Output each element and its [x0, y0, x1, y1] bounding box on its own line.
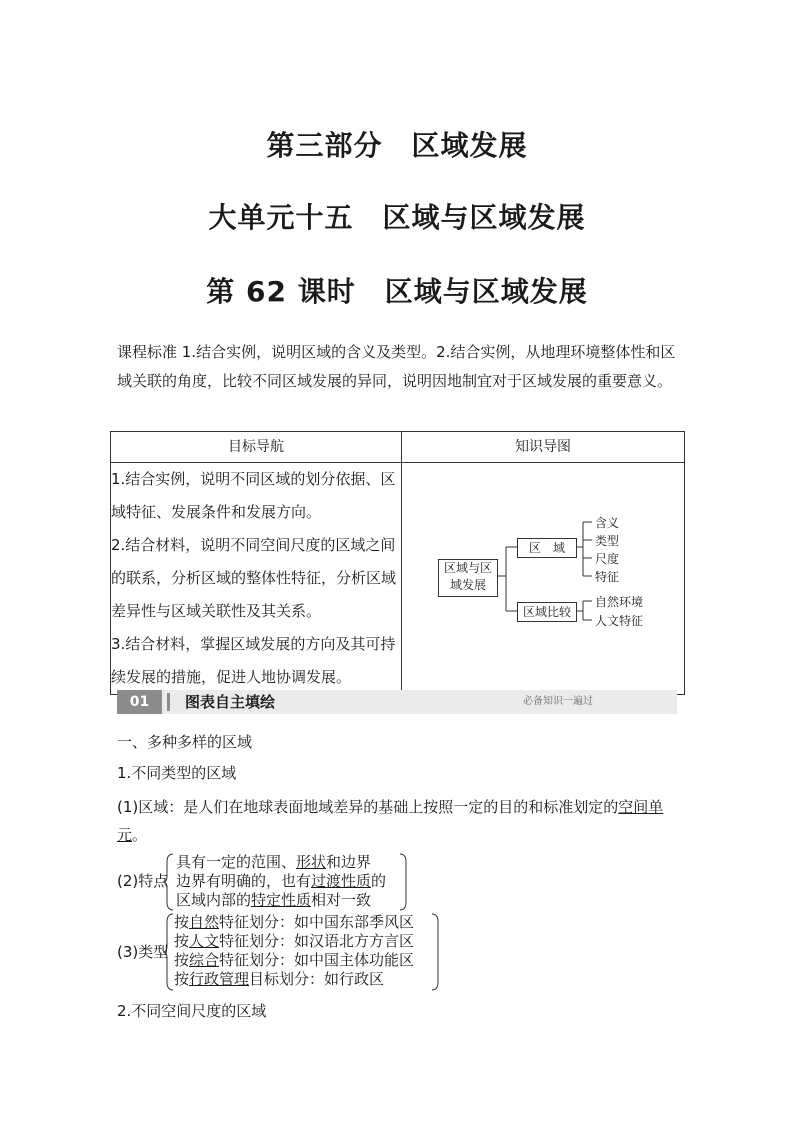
features-brace-right: [398, 852, 410, 912]
features-label: (2)特点: [117, 872, 169, 890]
mindmap-leaf: 类型: [595, 534, 620, 548]
feature-item: 具有一定的范围、形状和边界: [176, 853, 372, 871]
feature-item: 边界有明确的，也有过渡性质的: [176, 872, 387, 890]
unit-title: 大单元十五 区域与区域发展: [208, 201, 586, 234]
curriculum-standard: 课程标准 1.结合实例，说明区域的含义及类型。2.结合实例，从地理环境整体性和区域关联的角度，比较不同区域发展的异同，说明因地制宜对于区域发展的重要意义。: [117, 343, 676, 390]
definition-answer: 单元: [117, 798, 664, 844]
type-item: 按人文特征划分：如汉语北方方言区: [174, 932, 415, 950]
type-item: 按自然特征划分：如中国东部季风区: [174, 913, 415, 931]
type-item: 按行政管理目标划分：如行政区: [174, 970, 385, 988]
mindmap-leaf: 含义: [595, 516, 620, 530]
features-brace: [163, 852, 175, 912]
mindmap-leaf: 自然环境: [595, 595, 644, 609]
goal-item: 1.结合实例，说明不同区域的划分依据、区域特征、发展条件和发展方向。: [111, 470, 396, 521]
goals-cell: [111, 463, 402, 695]
map-header: 知识导图: [402, 432, 685, 463]
definition-text: (1)区域：是人们在地球表面地域差异的基础上按照一定的目的和标准划定的: [117, 798, 619, 816]
definition-end: 。: [132, 826, 148, 844]
mindmap-branch-region: 区 域: [517, 538, 577, 558]
types-label: (3)类型: [117, 943, 169, 961]
goal-item: 2.结合材料，说明不同空间尺度的区域之间的联系，分析区域的整体性特征，分析区域差异性与区域关联性及其关系。: [111, 536, 397, 620]
mindmap-leaf: 特征: [595, 570, 620, 584]
feature-item: 区域内部的特定性质相对一致: [176, 891, 372, 909]
goal-item: 3.结合材料，掌握区域发展的方向及其可持续发展的措施，促进人地协调发展。: [111, 635, 396, 686]
section-divider: [167, 693, 170, 711]
section-title: 图表自主填绘: [185, 693, 276, 711]
heading-2: 1.不同类型的区域: [117, 764, 237, 782]
region-definition: [117, 793, 682, 849]
section-bar: [117, 690, 677, 714]
part-title: 第三部分 区域发展: [266, 129, 528, 162]
lesson-title: 第 62 课时 区域与区域发展: [206, 275, 588, 308]
type-item: 按综合特征划分：如中国主体功能区: [174, 951, 415, 969]
mindmap-leaf: 尺度: [595, 552, 620, 566]
mindmap-branch-compare: 区域比较: [517, 602, 577, 622]
mindmap-leaf: 人文特征: [595, 614, 644, 628]
goals-table: [110, 431, 685, 695]
goals-header: 目标导航: [111, 432, 402, 463]
definition-answer: 空间: [618, 798, 649, 816]
heading-1: 一、多种多样的区域: [117, 733, 253, 751]
section-number: 01: [117, 690, 162, 714]
types-brace-right: [430, 912, 442, 992]
heading-3: 2.不同空间尺度的区域: [117, 1002, 267, 1020]
section-subtitle: 必备知识一遍过: [523, 696, 593, 707]
mindmap-root: 区域与区域发展: [438, 559, 498, 597]
knowledge-map: [402, 463, 685, 695]
